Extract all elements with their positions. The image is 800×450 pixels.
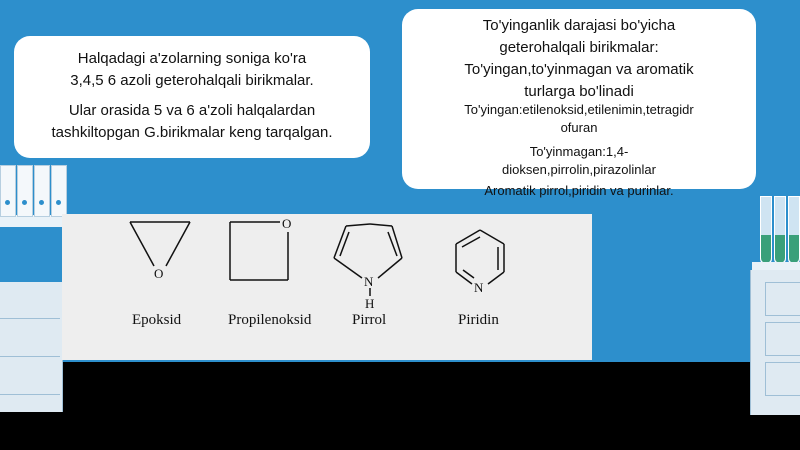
epoxide-label: Epoksid	[132, 312, 182, 328]
propylene-oxide-oxygen-atom: O	[282, 216, 292, 231]
saturation-heading	[412, 15, 746, 103]
heterocycle-structures-panel	[62, 214, 592, 360]
pyrrole-hydrogen-atom: H	[365, 296, 375, 311]
binder-icon	[0, 165, 16, 217]
binder-icon	[34, 165, 50, 217]
text-line: Halqadagi a'zolarning soniga ko'ra	[77, 50, 307, 67]
epoxide-structure	[130, 222, 190, 266]
saturated-examples	[412, 101, 746, 137]
cabinet-drawer	[765, 282, 800, 316]
text-line: To'yingan:etilenoksid,etilenimin,tetragidr	[464, 102, 694, 117]
binder-icon	[51, 165, 67, 217]
pyridine-nitrogen-atom: N	[474, 280, 484, 295]
cabinet-drawer	[0, 358, 60, 395]
pyrrole-label: Pirrol	[352, 312, 387, 328]
floor	[0, 362, 800, 450]
test-tube-icon	[774, 196, 786, 264]
common-rings-text	[24, 100, 360, 144]
right-cabinet	[750, 270, 800, 415]
aromatic-examples: Aromatik pirrol,piridin va purinlar.	[484, 183, 674, 198]
text-line: To'yinganlik darajasi bo'yicha	[482, 17, 676, 34]
text-line: ofuran	[560, 120, 598, 135]
propylene-oxide-label: Propilenoksid	[228, 312, 312, 328]
text-line: turlarga bo'linadi	[524, 83, 634, 100]
test-tube-icon	[760, 196, 772, 264]
pyrrole-nitrogen-atom: N	[364, 274, 374, 289]
text-line: Ular orasida 5 va 6 a'zoli halqalardan	[68, 102, 316, 119]
text-line: 3,4,5 6 azoli geterohalqali birikmalar.	[70, 72, 314, 89]
text-line: tashkiltopgan G.birikmalar keng tarqalgan.	[51, 124, 333, 141]
saturation-info-box	[402, 9, 756, 189]
text-line: geterohalqali birikmalar:	[499, 39, 659, 56]
cabinet-drawer	[0, 320, 60, 357]
structures-drawing	[62, 214, 592, 360]
ring-size-text	[24, 48, 360, 92]
cabinet-drawer	[765, 362, 800, 396]
text-line: To'yinmagan:1,4-	[529, 144, 629, 159]
text-line: dioksen,pirrolin,pirazolinlar	[502, 162, 656, 177]
pyridine-label: Piridin	[458, 312, 499, 328]
ring-size-info-box	[14, 36, 370, 158]
binder-icon	[17, 165, 33, 217]
test-tube-icon	[788, 196, 800, 264]
right-shelf	[752, 262, 800, 270]
left-cabinet	[0, 282, 63, 412]
epoxide-oxygen-atom: O	[154, 266, 164, 281]
text-line: To'yingan,to'yinmagan va aromatik	[464, 61, 694, 78]
pyridine-structure	[456, 230, 504, 284]
unsaturated-examples	[412, 143, 746, 179]
cabinet-drawer	[0, 282, 60, 319]
propylene-oxide-structure	[230, 222, 288, 280]
cabinet-drawer	[765, 322, 800, 356]
